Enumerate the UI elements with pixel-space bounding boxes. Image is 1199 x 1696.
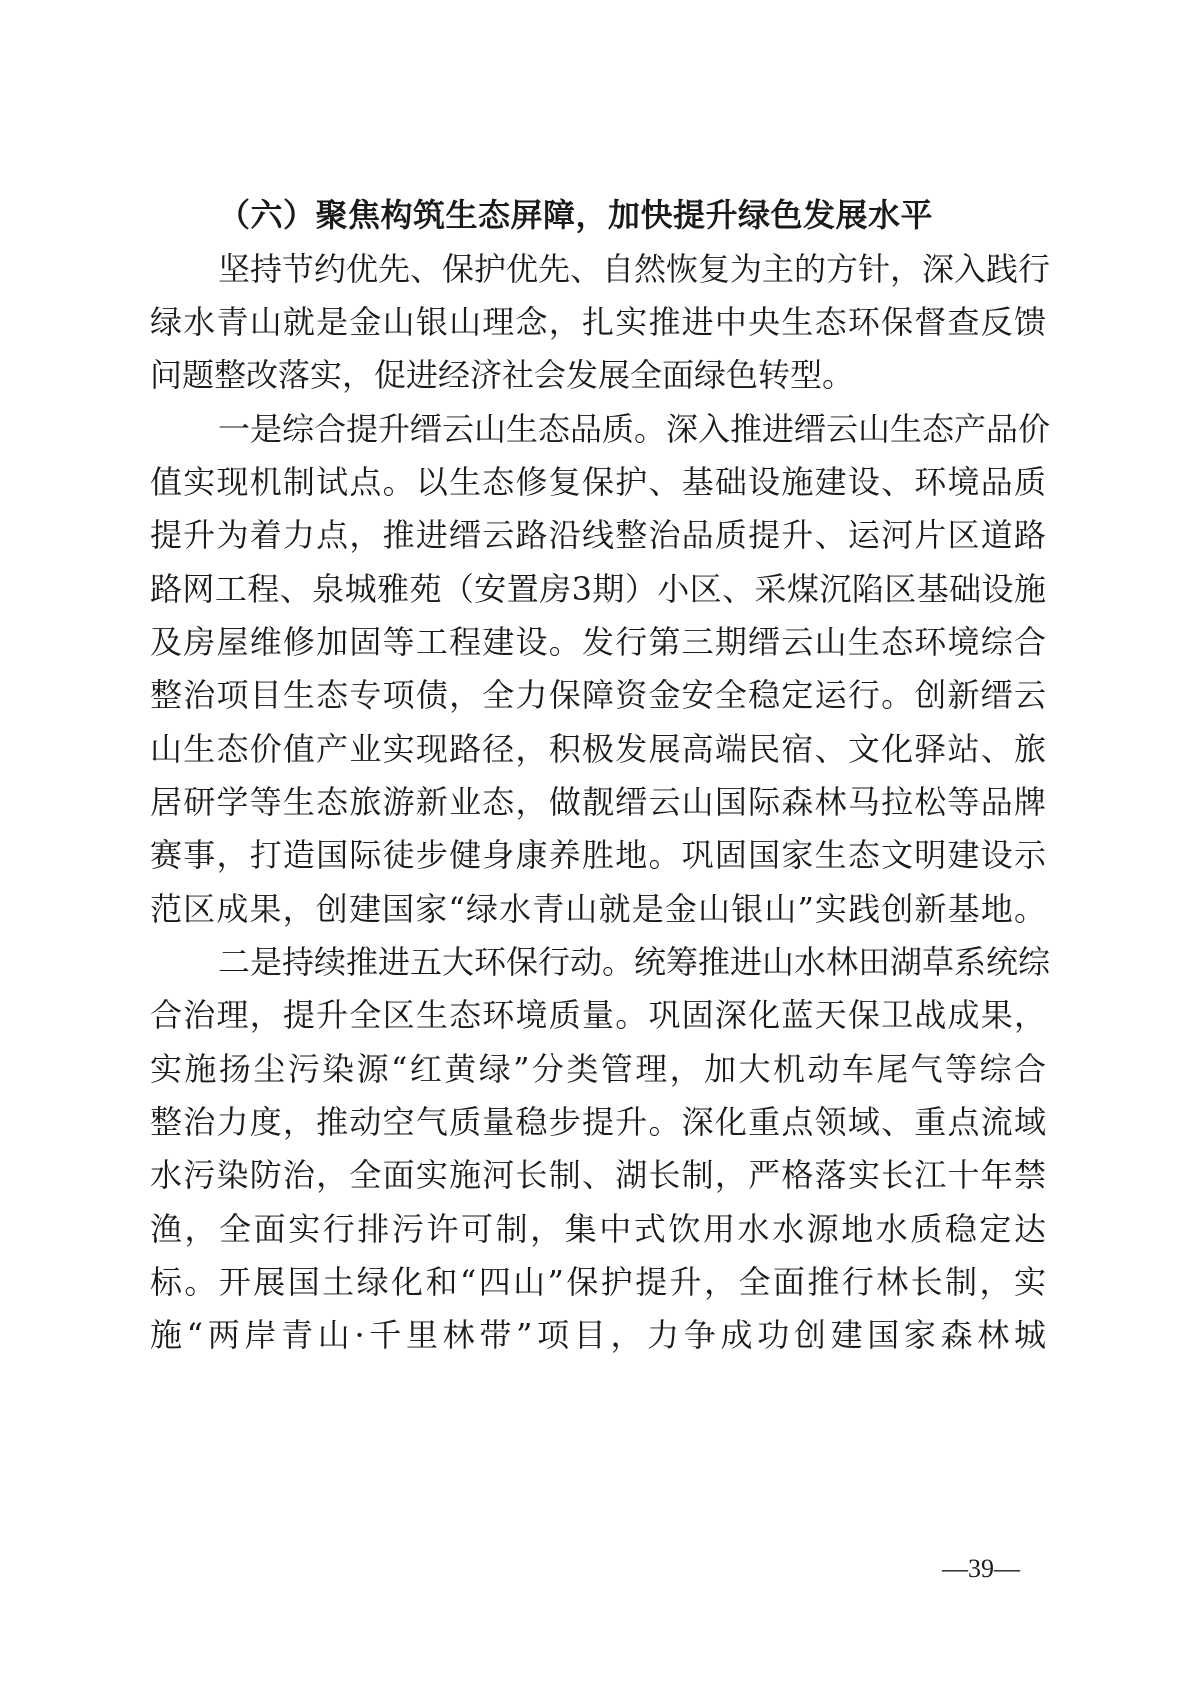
paragraph-line: 整治力度，推动空气质量稳步提升。深化重点领域、重点流域 (150, 1103, 1046, 1141)
paragraph-line: 坚持节约优先、保护优先、自然恢复为主的方针，深入践行 (218, 250, 1051, 288)
paragraph-line: 一是综合提升缙云山生态品质。深入推进缙云山生态产品价 (218, 410, 1051, 448)
paragraph-line: 山生态价值产业实现路径，积极发展高端民宿、文化驿站、旅 (150, 730, 1046, 768)
page-number: —39— (942, 1554, 1020, 1583)
paragraph-line: 赛事，打造国际徒步健身康养胜地。巩固国家生态文明建设示 (150, 836, 1046, 874)
paragraph-line: 范区成果，创建国家“绿水青山就是金山银山”实践创新基地。 (150, 890, 1046, 928)
paragraph-line: 标。开展国土绿化和“四山”保护提升，全面推行林长制，实 (150, 1263, 1046, 1301)
paragraph-line: 二是持续推进五大环保行动。统筹推进山水林田湖草系统综 (218, 943, 1051, 981)
paragraph-line: 施“两岸青山·千里林带”项目，力争成功创建国家森林城 (150, 1316, 1046, 1354)
paragraph-line: 居研学等生态旅游新业态，做靓缙云山国际森林马拉松等品牌 (150, 783, 1046, 821)
paragraph-line: 绿水青山就是金山银山理念，扎实推进中央生态环保督查反馈 (150, 303, 1046, 341)
paragraph-line: 合治理，提升全区生态环境质量。巩固深化蓝天保卫战成果， (150, 996, 1046, 1034)
paragraph-line: 实施扬尘污染源“红黄绿”分类管理，加大机动车尾气等综合 (150, 1050, 1046, 1088)
paragraph-line: 渔，全面实行排污许可制，集中式饮用水水源地水质稳定达 (150, 1210, 1046, 1248)
paragraph-line: 值实现机制试点。以生态修复保护、基础设施建设、环境品质 (150, 463, 1046, 501)
paragraph-line: 路网工程、泉城雅苑（安置房3期）小区、采煤沉陷区基础设施 (150, 570, 1046, 608)
section-heading: （六）聚焦构筑生态屏障，加快提升绿色发展水平 (218, 196, 934, 234)
paragraph-line: 及房屋维修加固等工程建设。发行第三期缙云山生态环境综合 (150, 623, 1046, 661)
paragraph-line: 提升为着力点，推进缙云路沿线整治品质提升、运河片区道路 (150, 516, 1046, 554)
paragraph-line: 水污染防治，全面实施河长制、湖长制，严格落实长江十年禁 (150, 1156, 1046, 1194)
paragraph-line: 整治项目生态专项债，全力保障资金安全稳定运行。创新缙云 (150, 676, 1046, 714)
paragraph-line: 问题整改落实，促进经济社会发展全面绿色转型。 (150, 356, 855, 394)
